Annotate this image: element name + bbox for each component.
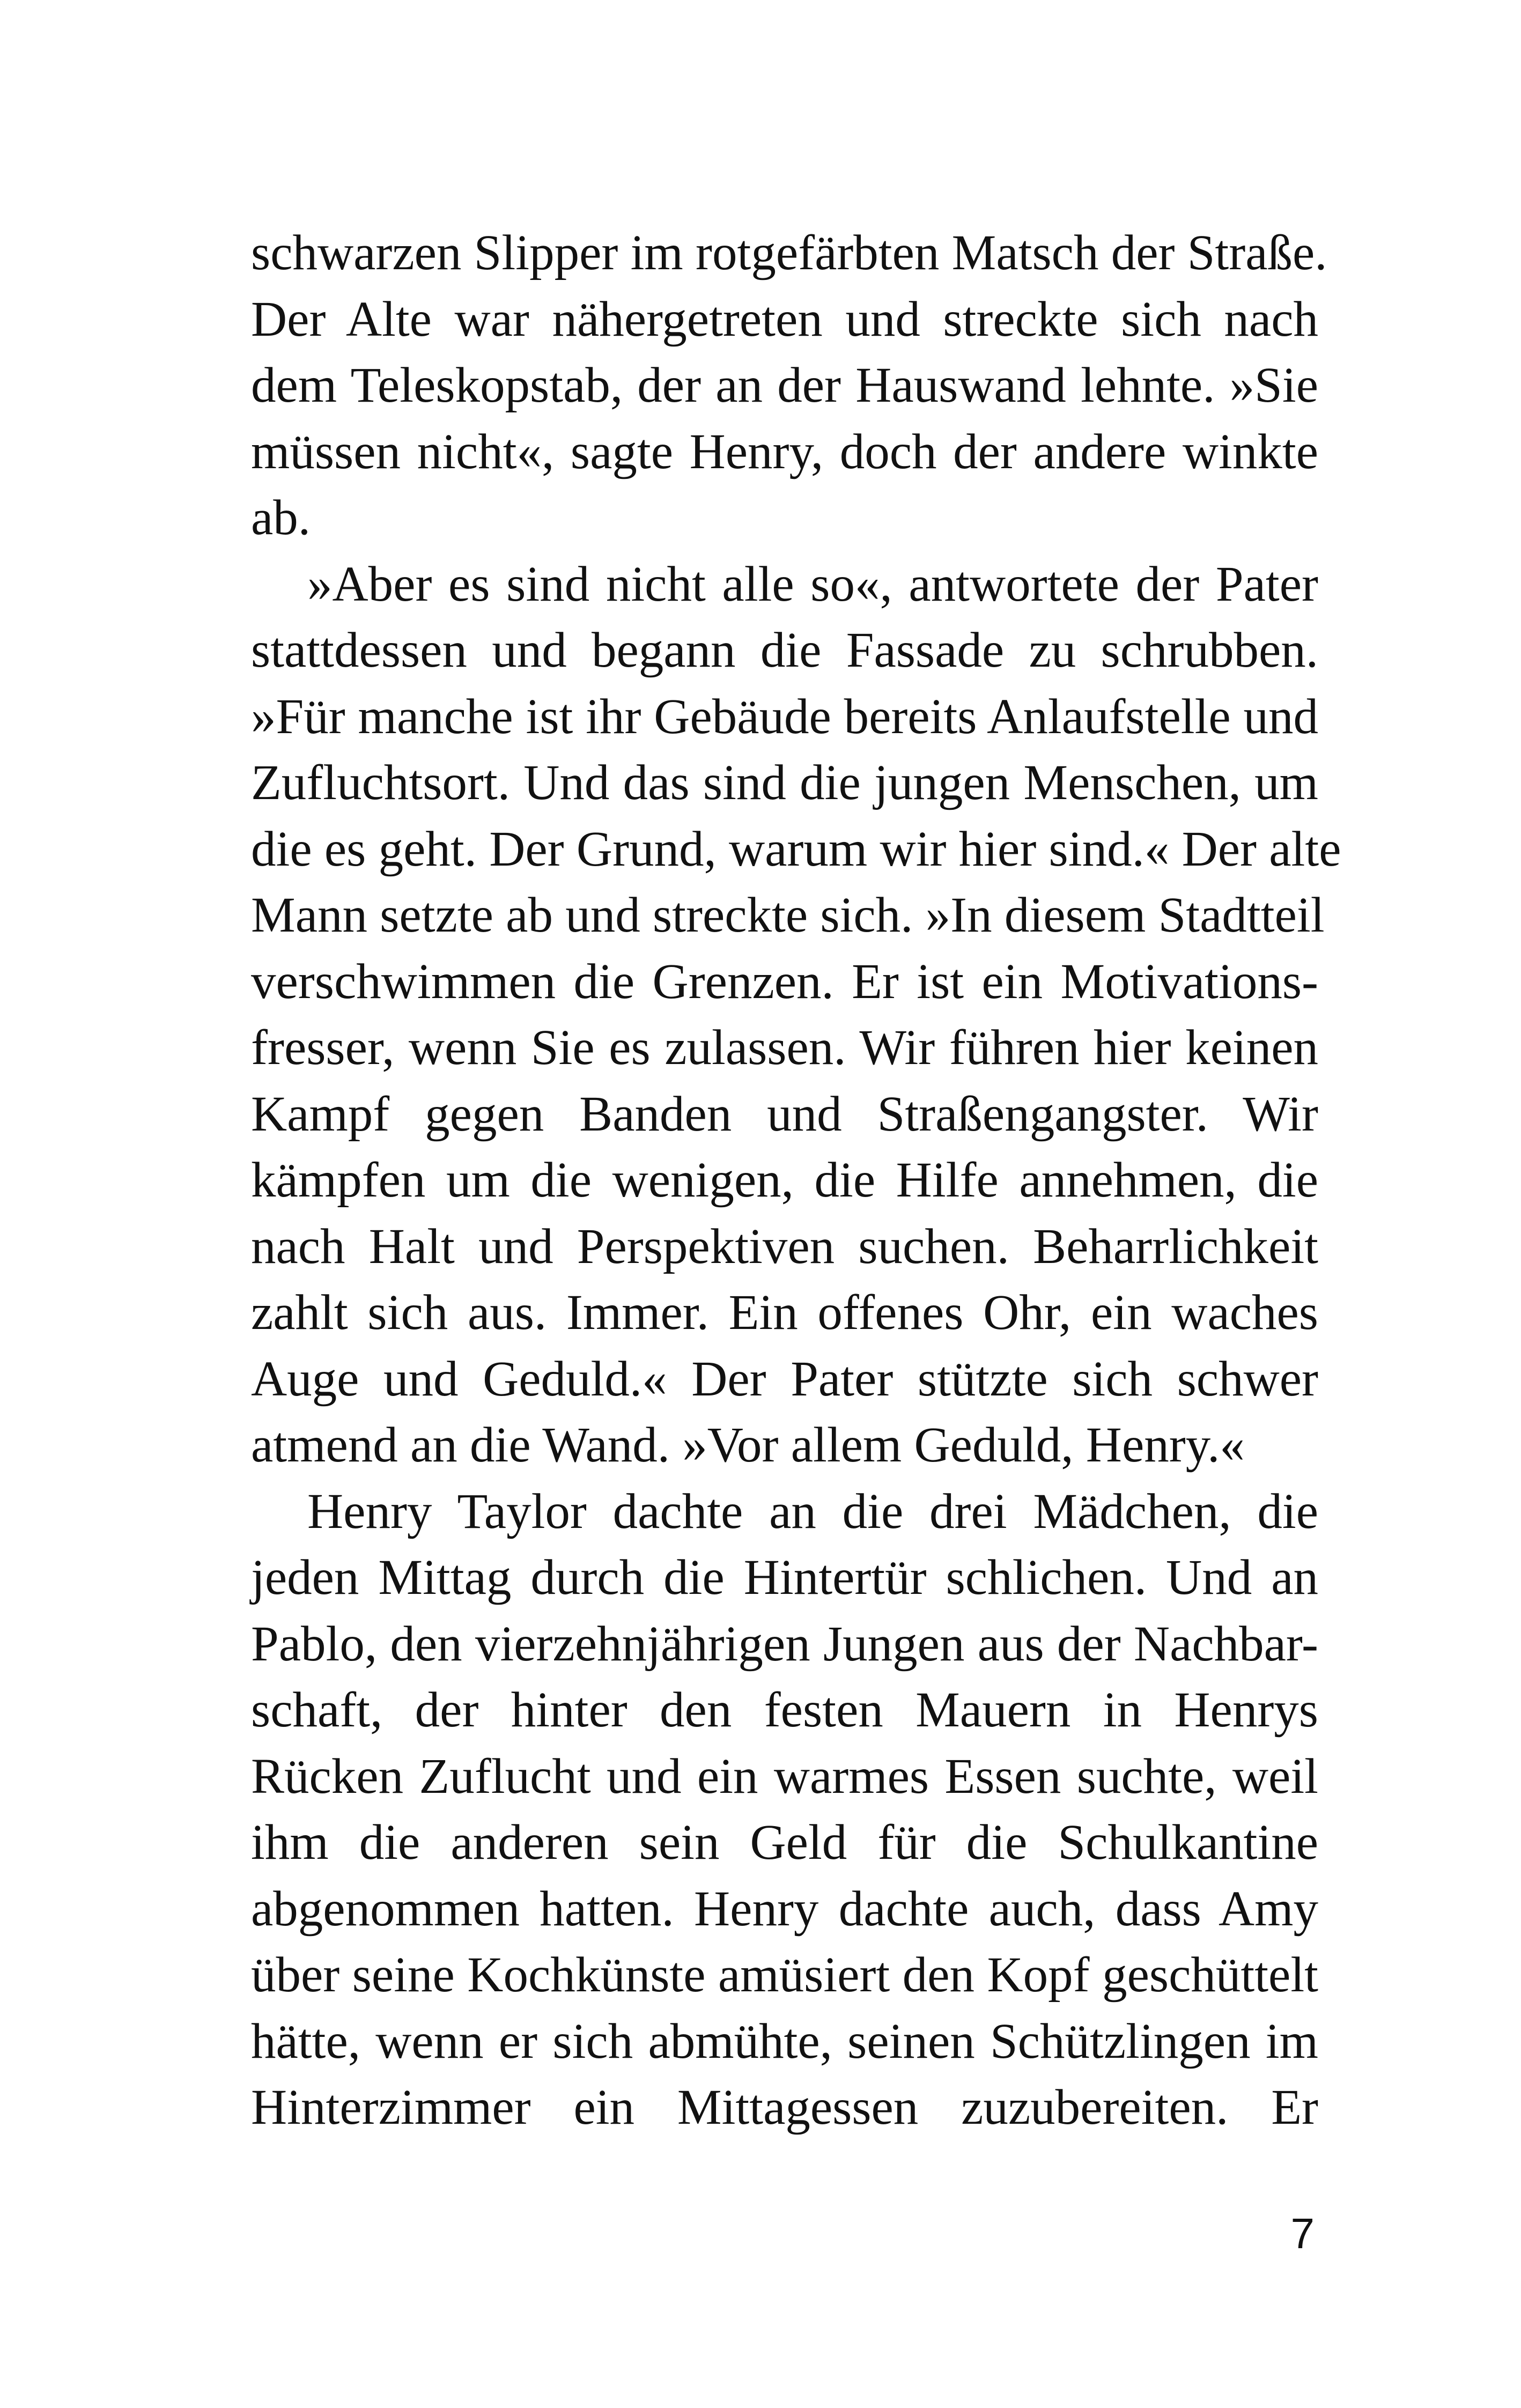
text-line: Der Alte war nähergetreten und streckte sich nach <box>251 291 1318 347</box>
text-line: ihm die anderen sein Geld für die Schulkantine <box>251 1815 1318 1870</box>
text-line: »Aber es sind nicht alle so«, antwortete der Pater <box>307 556 1318 612</box>
paragraph-3 <box>251 1479 1318 2141</box>
text-line: zahlt sich aus. Immer. Ein offenes Ohr, ein waches <box>251 1285 1318 1340</box>
paragraph-2 <box>251 551 1341 1479</box>
text-line: Pablo, den vierzehnjährigen Jungen aus der Nachbar- <box>251 1616 1318 1672</box>
text-line: Zufluchtsort. Und das sind die jungen Menschen, um <box>251 755 1318 810</box>
text-line: Auge und Geduld.« Der Pater stützte sich schwer <box>251 1351 1318 1407</box>
text-line: Mann setzte ab und streckte sich. »In diesem Stadtteil <box>251 888 1325 943</box>
text-line: kämpfen um die wenigen, die Hilfe annehmen, die <box>251 1153 1318 1208</box>
text-line: Rücken Zuflucht und ein warmes Essen suchte, weil <box>251 1748 1318 1804</box>
page-number: 7 <box>1290 2210 1315 2257</box>
text-line: die es geht. Der Grund, warum wir hier sind.« Der alte <box>251 821 1341 877</box>
text-line: über seine Kochkünste amüsiert den Kopf geschüttelt <box>251 1947 1318 2003</box>
text-line: müssen nicht«, sagte Henry, doch der andere winkte <box>251 424 1318 479</box>
text-line: abgenommen hatten. Henry dachte auch, dass Amy <box>251 1881 1318 1937</box>
text-line: Henry Taylor dachte an die drei Mädchen, die <box>307 1483 1318 1539</box>
text-line: »Für manche ist ihr Gebäude bereits Anlaufstelle und <box>251 689 1318 744</box>
text-line: verschwimmen die Grenzen. Er ist ein Motivations- <box>251 954 1318 1009</box>
text-line: Hinterzimmer ein Mittagessen zuzubereiten. Er <box>251 2080 1318 2135</box>
text-line: fresser, wenn Sie es zulassen. Wir führen hier keinen <box>251 1020 1318 1075</box>
text-line: schaft, der hinter den festen Mauern in Henrys <box>251 1682 1318 1738</box>
text-line: ab. <box>251 490 311 545</box>
paragraph-1 <box>251 220 1327 551</box>
text-line: dem Teleskopstab, der an der Hauswand lehnte. »Sie <box>251 358 1318 413</box>
text-line: stattdessen und begann die Fassade zu schrubben. <box>251 623 1318 678</box>
text-line: atmend an die Wand. »Vor allem Geduld, Henry.« <box>251 1417 1245 1473</box>
text-line: Kampf gegen Banden und Straßengangster. Wir <box>251 1086 1318 1142</box>
text-line: schwarzen Slipper im rotgefärbten Matsch der Straße. <box>251 225 1327 280</box>
text-line: jeden Mittag durch die Hintertür schlichen. Und an <box>251 1550 1318 1605</box>
body-text <box>251 220 1341 2141</box>
text-line: hätte, wenn er sich abmühte, seinen Schützlingen im <box>251 2013 1318 2069</box>
text-line: nach Halt und Perspektiven suchen. Beharrlichkeit <box>251 1218 1318 1274</box>
